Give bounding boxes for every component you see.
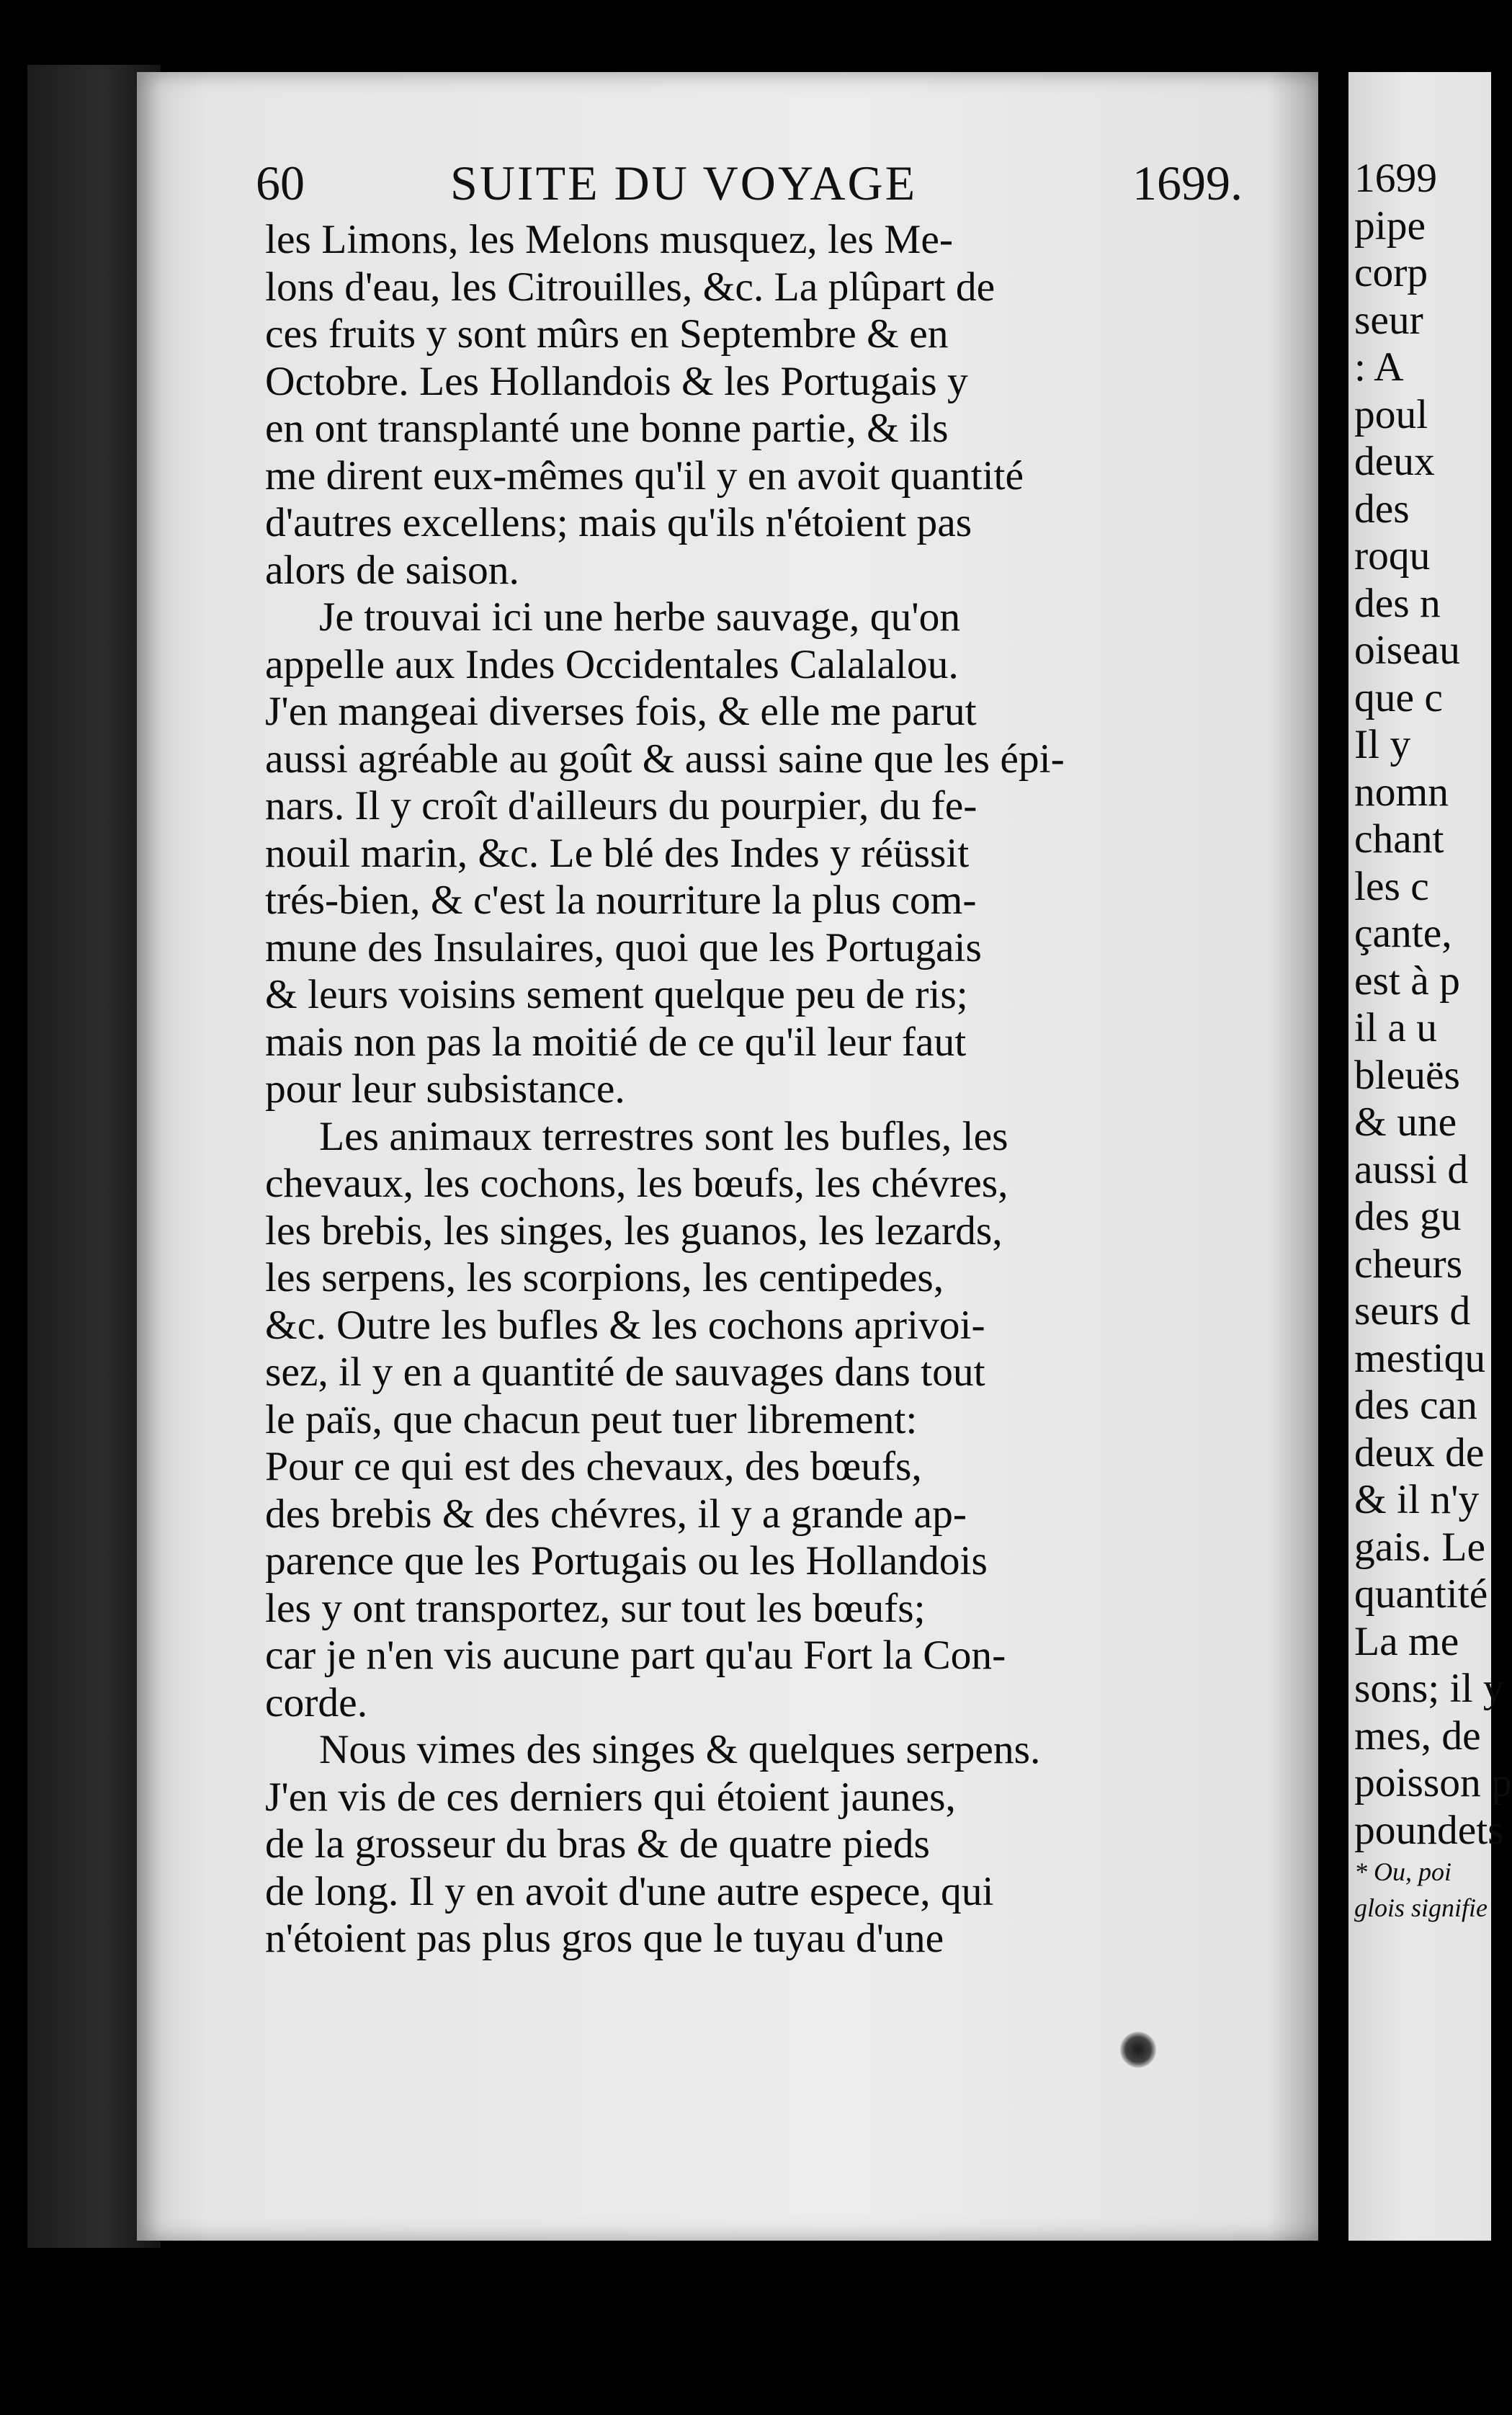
right-page-line: sons; il y	[1354, 1666, 1504, 1711]
text-line: les brebis, les singes, les guanos, les lezards,	[265, 1208, 1003, 1254]
footnote-line: glois signifie	[1354, 1893, 1488, 1922]
text-line: de la grosseur du bras & de quatre pieds	[265, 1821, 930, 1867]
right-page-line: des gu	[1354, 1194, 1462, 1239]
text-line: en ont transplanté une bonne partie, & ils	[265, 406, 949, 451]
text-line: les y ont transportez, sur tout les bœufs;	[265, 1585, 926, 1631]
text-line: trés-bien, & c'est la nourriture la plus com-	[265, 878, 977, 923]
text-line: Pour ce qui est des chevaux, des bœufs,	[265, 1444, 922, 1489]
text-line: lons d'eau, les Citrouilles, &c. La plûpart de	[265, 264, 996, 310]
right-page-line: des can	[1354, 1383, 1477, 1428]
right-page-line: est à p	[1354, 957, 1460, 1004]
text-line: &c. Outre les bufles & les cochons aprivoi-	[265, 1302, 985, 1348]
header-year: 1699.	[1132, 156, 1243, 210]
text-line: car je n'en vis aucune part qu'au Fort la Con-	[265, 1633, 1006, 1678]
text-line: aussi agréable au goût & aussi saine que les épi-	[265, 736, 1065, 782]
right-page-line: poisson p	[1354, 1760, 1512, 1805]
footnote-line: * Ou, poi	[1354, 1857, 1451, 1886]
text-line: corde.	[265, 1679, 368, 1726]
text-line: appelle aux Indes Occidentales Calalalou.	[265, 641, 959, 687]
text-line: nouil marin, &c. Le blé des Indes y réüssit	[265, 830, 970, 876]
running-header	[256, 155, 1243, 220]
text-line: J'en vis de ces derniers qui étoient jaunes,	[265, 1774, 956, 1820]
right-page-line: nomn	[1354, 769, 1449, 815]
text-line: ces fruits y sont mûrs en Septembre & en	[265, 311, 949, 357]
right-page-line: 1699	[1354, 156, 1437, 201]
right-page-line: bleuës	[1354, 1052, 1460, 1098]
right-page-line: deux de	[1354, 1429, 1485, 1476]
text-line: de long. Il y en avoit d'une autre espece, qui	[265, 1868, 994, 1914]
text-line: mais non pas la moitié de ce qu'il leur faut	[265, 1019, 967, 1065]
text-line: le païs, que chacun peut tuer librement:	[265, 1396, 918, 1442]
right-page-line: seurs d	[1354, 1288, 1471, 1334]
text-line: Je trouvai ici une herbe sauvage, qu'on	[319, 594, 961, 640]
running-title: SUITE DU VOYAGE	[450, 156, 918, 210]
text-line: Nous vimes des singes & quelques serpens.	[319, 1727, 1041, 1772]
right-page-line: & une	[1354, 1099, 1457, 1145]
text-line: me dirent eux-mêmes qu'il y en avoit quantité	[265, 452, 1024, 499]
text-line: & leurs voisins sement quelque peu de ris;	[265, 972, 968, 1017]
gutter-shadow	[1268, 72, 1318, 2241]
text-line: pour leur subsistance.	[265, 1066, 625, 1112]
right-page-line: aussi d	[1354, 1146, 1469, 1192]
right-page-line: : A	[1354, 344, 1404, 390]
right-page-line: poundets	[1354, 1807, 1504, 1853]
text-line: n'étoient pas plus gros que le tuyau d'une	[265, 1916, 944, 1961]
right-page-line: oiseau	[1354, 628, 1460, 673]
text-line: les serpens, les scorpions, les centipedes,	[265, 1255, 944, 1300]
text-line: J'en mangeai diverses fois, & elle me parut	[265, 689, 977, 734]
text-line: sez, il y en a quantité de sauvages dans tout	[265, 1349, 985, 1395]
right-page-line: que c	[1354, 674, 1443, 720]
right-page-line: çante,	[1354, 911, 1452, 956]
right-page-line: chant	[1354, 816, 1444, 862]
right-page-line: roqu	[1354, 533, 1431, 579]
right-page-line: il a u	[1354, 1005, 1437, 1050]
right-page-line: quantité	[1354, 1571, 1488, 1617]
right-page-line: seur	[1354, 297, 1423, 343]
text-line: des brebis & des chévres, il y a grande ap-	[265, 1491, 967, 1537]
text-line: les Limons, les Melons musquez, les Me-	[265, 217, 954, 262]
right-page-line: pipe	[1354, 202, 1426, 249]
right-page-line: mes, de	[1354, 1713, 1481, 1759]
text-line: parence que les Portugais ou les Hollandois	[265, 1538, 988, 1584]
text-line: Les animaux terrestres sont les bufles, les	[319, 1113, 1008, 1159]
right-page-line: La me	[1354, 1618, 1459, 1664]
right-page-line: gais. Le	[1354, 1524, 1486, 1570]
text-line: chevaux, les cochons, les bœufs, les chévres,	[265, 1161, 1008, 1206]
right-page-line: deux	[1354, 439, 1435, 484]
ink-smudge	[1120, 2032, 1156, 2068]
text-line: alors de saison.	[265, 547, 519, 593]
right-page-text	[1354, 155, 1512, 1926]
main-text-block	[265, 216, 1245, 1963]
right-page-line: mestiqu	[1354, 1335, 1486, 1381]
right-page-line: Il y	[1354, 722, 1411, 767]
text-line: d'autres excellens; mais qu'ils n'étoient pas	[265, 500, 972, 545]
text-line: Octobre. Les Hollandois & les Portugais y	[265, 358, 968, 404]
right-page-line: des n	[1354, 580, 1441, 626]
right-page-line: corp	[1354, 250, 1428, 295]
right-page-line: poul	[1354, 391, 1428, 437]
right-page-line: cheurs	[1354, 1241, 1463, 1287]
right-page-line: & il n'y	[1354, 1477, 1480, 1522]
text-line: nars. Il y croît d'ailleurs du pourpier, du fe-	[265, 783, 978, 829]
text-line: mune des Insulaires, quoi que les Portugais	[265, 924, 982, 970]
page-number: 60	[256, 156, 305, 210]
right-page-line: des	[1354, 486, 1410, 532]
right-page-line: les c	[1354, 863, 1429, 909]
